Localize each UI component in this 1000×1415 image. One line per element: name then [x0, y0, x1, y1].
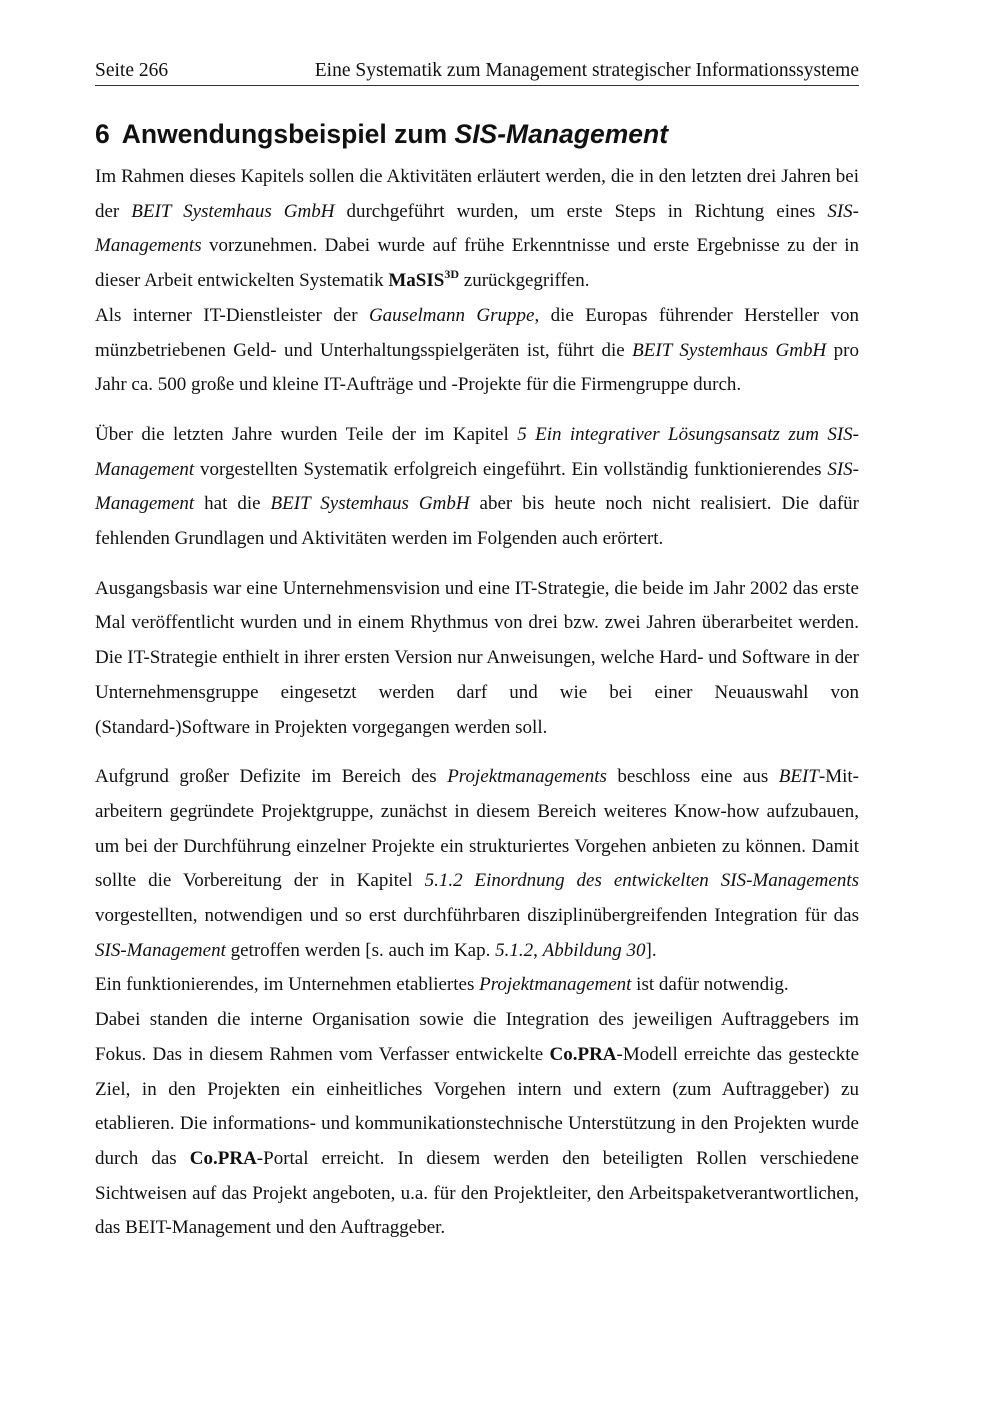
page-header	[95, 58, 859, 86]
masis-term: MaSIS	[388, 270, 445, 292]
paragraph-copra: Dabei standen die interne Organisation sowie die Integration des jeweiligen Auftraggebers im Fokus. Das in diesem Rahmen vom Verfasser entwickelte Co.PRA-Modell erreichte das gesteckte Ziel, in den Projekten ein einheitliches Vorgehen intern und extern (zum Auftraggeber) zu etablieren. Die informations- und kommunikationstechnische Unterstützung in den Projekten wurde durch das Co.PRA-Portal erreicht. In diesem werden den beteiligten Rollen verschiedene Sichtweisen auf das Projekt angeboten, u.a. für den Projektleiter, den Arbeitspaketverantwortlichen, das BEIT-Management und den Auftraggeber.	[95, 1009, 859, 1239]
chapter-heading	[95, 116, 668, 152]
copra-term: Co.PRA	[189, 1147, 257, 1169]
page-number: Seite 266	[95, 60, 169, 81]
paragraph-pm-necessity: Ein funktionierendes, im Unternehmen etabliertes Projektmanagement ist dafür notwendig.	[95, 974, 789, 996]
masis-superscript: 3D	[444, 267, 460, 282]
paragraph-beit-role: Als interner IT-Dienstleister der Gauselmann Gruppe, die Europas führender Hersteller von münzbetriebenen Geld- und Unterhaltungsspielgeräten ist, führt die BEIT Systemhaus GmbH pro Jahr ca. 500 große und kleine IT-Aufträge und -Projekte für die Firmengruppe durch.	[95, 304, 860, 396]
running-title: Eine Systematik zum Management strategischer Informationssysteme	[314, 60, 859, 81]
paragraph-it-strategy: Ausgangsbasis war eine Unternehmensvision und eine IT-Strategie, die beide im Jahr 2002 das erste Mal veröffentlicht wurden und in einem Rhythmus von drei bzw. zwei Jahren überarbeitet werden. Die IT-Strategie enthielt in ihrer ersten Version nur Anweisungen, welche Hard- und Software in der Unternehmensgruppe eingesetzt werden darf und wie bei einer Neuauswahl von (Standard-)Software in Projekten vorgegangen werden soll.	[95, 577, 859, 738]
paragraph-progress: Über die letzten Jahre wurden Teile der im Kapitel 5 Ein integrativer Lösungsansatz zum SIS-Management vorgestellten Systematik erfolgreich eingeführt. Ein vollständig funktionierendes SIS-Management hat die BEIT Systemhaus GmbH aber bis heute noch nicht realisiert. Die dafür fehlenden Grundlagen und Aktivitäten werden im Folgenden auch erörtert.	[95, 423, 860, 550]
body-text	[95, 160, 859, 1246]
chapter-number: 6	[95, 119, 110, 149]
paragraph-project-management: Aufgrund großer Defizite im Bereich des Projektmanagements beschloss eine aus BEIT-Mitarbeitern gegründete Projektgruppe, zunächst in diesem Bereich weiteres Know-how aufzubauen, um bei der Durchführung einzelner Projekte ein strukturiertes Vorgehen anbieten zu können. Damit sollte die Vorbereitung der in Kapitel 5.1.2 Einordnung des entwickelten SIS-Managements vorgestellten, notwendigen und so erst durchführbaren disziplinübergreifenden Integration für das SIS-Management getroffen werden [s. auch im Kap. 5.1.2, Abbildung 30].	[95, 766, 859, 961]
chapter-title-emphasis: SIS-Management	[454, 119, 669, 149]
copra-term: Co.PRA	[549, 1043, 617, 1065]
chapter-title: Anwendungsbeispiel zum	[121, 119, 455, 149]
paragraph-intro: Im Rahmen dieses Kapitels sollen die Aktivitäten erläutert werden, die in den letzten drei Jahren bei der BEIT Systemhaus GmbH durchgeführt wurden, um erste Steps in Richtung eines SIS-Managements vorzunehmen. Dabei wurde auf frühe Erkenntnisse und erste Ergebnisse zu der in dieser Arbeit entwickelten Systematik MaSIS$^{3D}$ zurückgegriffen.	[95, 166, 859, 292]
